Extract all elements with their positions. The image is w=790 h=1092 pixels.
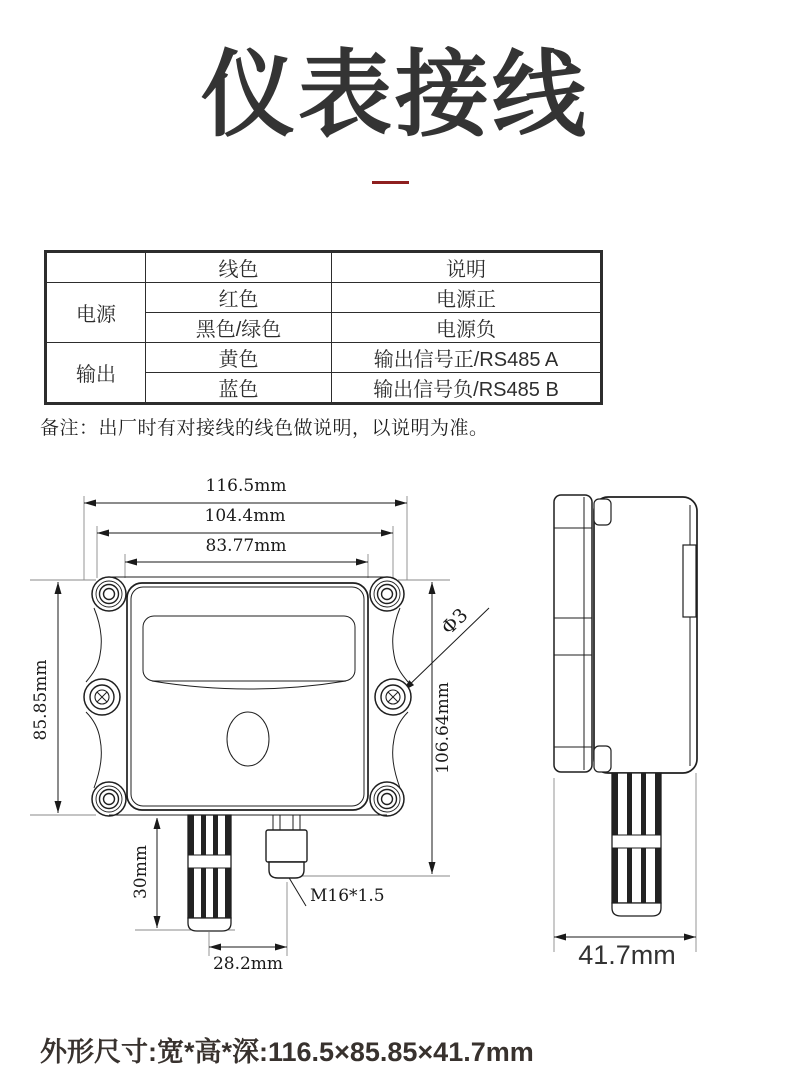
note-text: 备注：出厂时有对接线的线色做说明，以说明为准。 <box>40 418 489 439</box>
dim-width-overall: 116.5mm <box>205 476 287 496</box>
dim-probe-spacing: 28.2mm <box>212 954 284 974</box>
wire-color-cell: 黄色 <box>146 343 332 373</box>
dim-height-overall: 106.64mm <box>433 682 453 774</box>
page-title: 仪表接线 <box>200 42 589 147</box>
dim-width-mounting: 104.4mm <box>204 506 286 526</box>
group-output: 输出 <box>46 343 146 404</box>
header-wire-color: 线色 <box>146 252 332 283</box>
wire-desc-cell: 输出信号正/RS485 A <box>332 343 602 373</box>
header-description: 说明 <box>332 252 602 283</box>
wire-desc-cell: 电源负 <box>332 313 602 343</box>
sensor-probe <box>188 815 231 931</box>
sensor-probe-side <box>612 773 661 916</box>
wire-desc-cell: 输出信号负/RS485 B <box>332 373 602 404</box>
wire-desc-cell: 电源正 <box>332 283 602 313</box>
dim-depth: 41.7mm <box>578 940 676 970</box>
side-view-device <box>554 495 697 952</box>
wire-color-cell: 蓝色 <box>146 373 332 404</box>
wire-color-cell: 红色 <box>146 283 332 313</box>
label-mounting-hole: Φ3 <box>437 604 473 640</box>
dim-height-body: 85.85mm <box>31 659 51 741</box>
cable-gland <box>266 815 307 878</box>
dim-width-body: 83.77mm <box>205 536 287 556</box>
dim-probe-length: 30mm <box>131 845 151 899</box>
group-power: 电源 <box>46 283 146 343</box>
wire-color-cell: 黑色/绿色 <box>146 313 332 343</box>
label-cable-gland: M16*1.5 <box>310 886 385 906</box>
overall-dimensions-text: 外形尺寸:宽*高*深:116.5×85.85×41.7mm <box>40 1037 534 1067</box>
